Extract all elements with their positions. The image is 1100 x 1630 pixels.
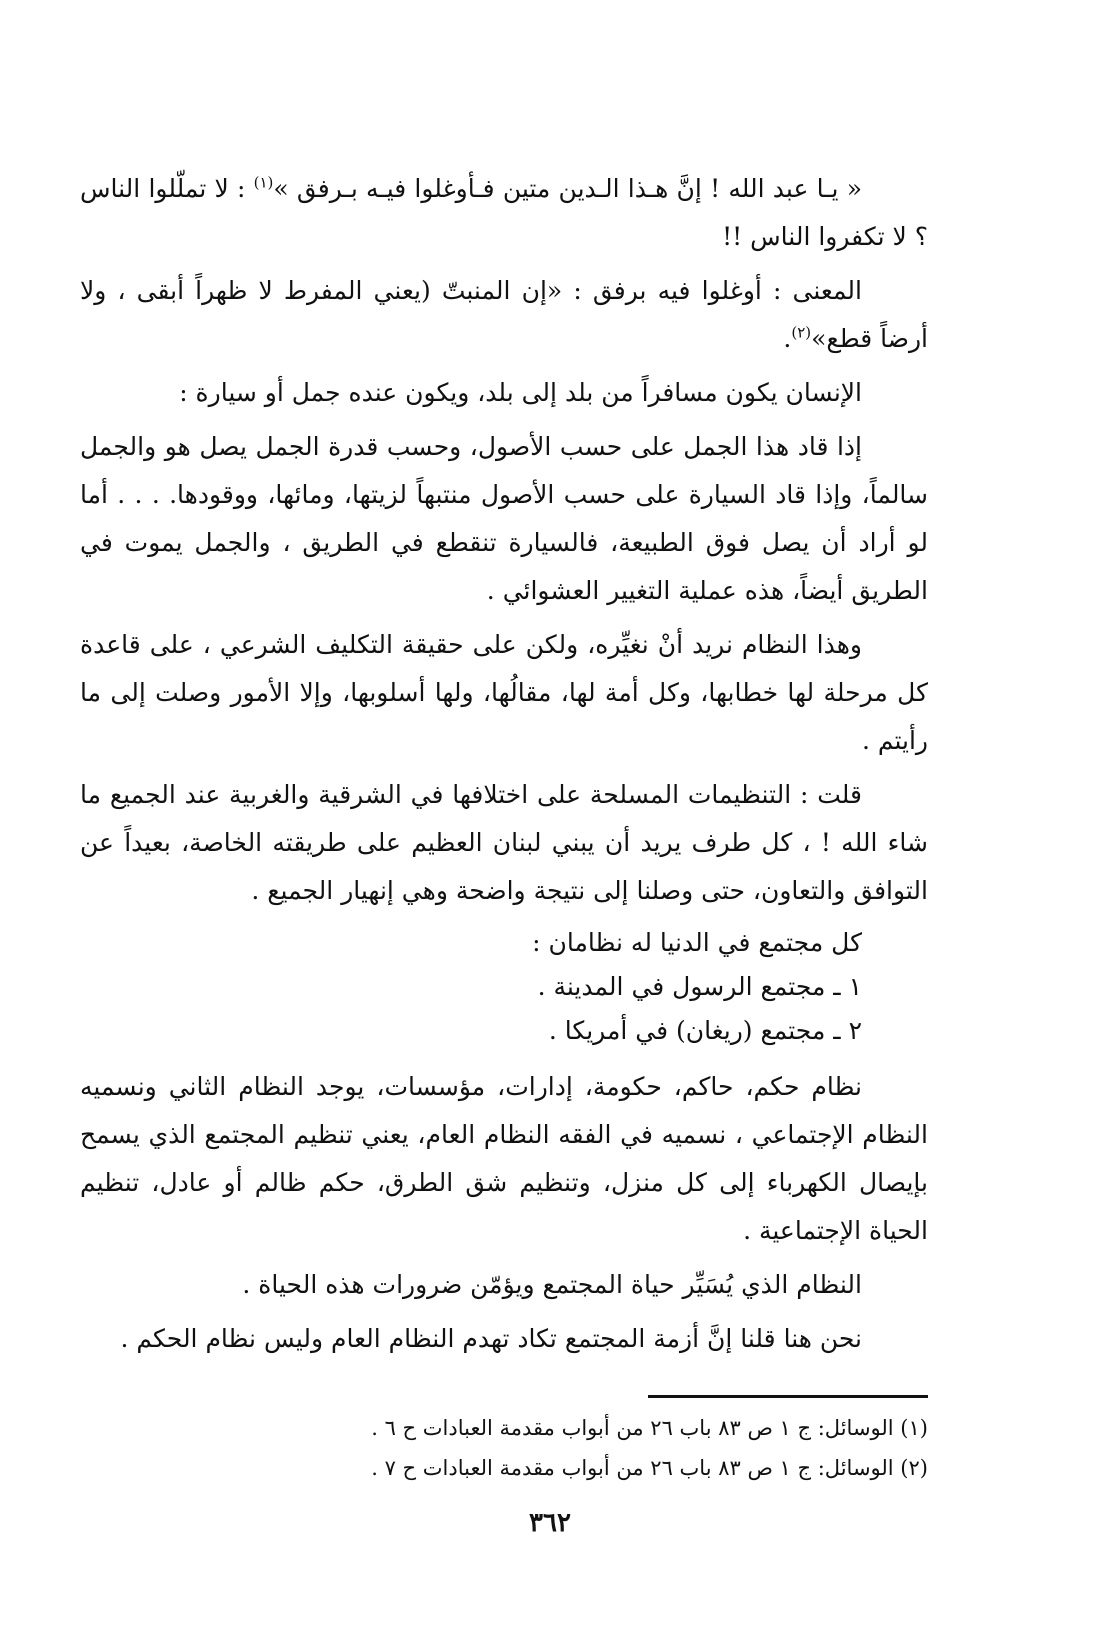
paragraph-7: نظام حكم، حاكم، حكومة، إدارات، مؤسسات، يوجد النظام الثاني ونسميه النظام الإجتماعي ، نسميه في الفقه النظام العام، يعني تنظيم المجتمع الذي يسمح بإيصال الكهرباء إلى كل منزل، وتنظيم شق الطرق، حكم ظالم أو عادل، تنظيم الحياة الإجتماعية . <box>80 1072 928 1245</box>
paragraph-2-continuation: . <box>783 324 792 353</box>
footnote-1: (١) الوسائل: ج ١ ص ٨٣ باب ٢٦ من أبواب مقدمة العبادات ح ٦ . <box>371 1416 928 1440</box>
paragraph-4: إذا قاد هذا الجمل على حسب الأصول، وحسب قدرة الجمل يصل هو والجمل سالماً، وإذا قاد السيارة على حسب الأصول منتبهاً لزيتها، ومائها، ووقودها. . . . أما لو أراد أن يصل فوق الطبيعة، فالسيارة تنقطع في الطريق ، والجمل يموت في الطريق أيضاً، هذه عملية التغيير العشوائي . <box>80 432 928 605</box>
list-item: ٢ ـ مجتمع (ريغان) في أمريكا . <box>548 1016 862 1045</box>
paragraph-1 <box>80 165 928 261</box>
paragraph-9: نحن هنا قلنا إنَّ أزمة المجتمع تكاد تهدم النظام العام وليس نظام الحكم . <box>120 1324 862 1353</box>
systems-list <box>80 921 928 1053</box>
page-number: ٣٦٢ <box>529 1508 571 1538</box>
paragraph-3: الإنسان يكون مسافراً من بلد إلى بلد، ويكون عنده جمل أو سيارة : <box>179 378 862 407</box>
paragraph-1-text: « يـا عبد الله ! إنَّ هـذا الـدين متين فـأوغلوا فيـه بـرفق » <box>273 174 862 203</box>
list-item: ١ ـ مجتمع الرسول في المدينة . <box>537 972 862 1001</box>
footnote-ref-2: (٢) <box>791 323 812 342</box>
paragraph-5: وهذا النظام نريد أنْ نغيِّره، ولكن على حقيقة التكليف الشرعي ، على قاعدة كل مرحلة لها خطابها، وكل أمة لها، مقالُها، ولها أسلوبها، وإلا الأمور وصلت إلى ما رأيتم . <box>80 630 928 755</box>
footnote-divider <box>648 1395 928 1398</box>
page-body <box>80 165 928 1369</box>
footnote-ref-1: (١) <box>253 173 274 192</box>
paragraph-2-text: المعنى : أوغلوا فيه برفق : «إن المنبتّ (يعني المفرط لا ظهراً أبقى ، ولا أرضاً قطع» <box>80 276 928 353</box>
footnotes <box>168 1408 928 1488</box>
list-intro: كل مجتمع في الدنيا له نظامان : <box>532 928 862 957</box>
paragraph-6: قلت : التنظيمات المسلحة على اختلافها في الشرقية والغربية عند الجميع ما شاء الله ! ، كل طرف يريد أن يبني لبنان العظيم على طريقته الخاصة، بعيداً عن التوافق والتعاون، حتى وصلنا إلى نتيجة واضحة وهي إنهيار الجميع . <box>80 780 928 905</box>
footnote-2: (٢) الوسائل: ج ١ ص ٨٣ باب ٢٦ من أبواب مقدمة العبادات ح ٧ . <box>371 1456 928 1480</box>
paragraph-2 <box>80 267 928 363</box>
paragraph-1-continuation: : لا تملّلوا الناس ؟ لا تكفروا الناس !! <box>80 174 928 251</box>
paragraph-8: النظام الذي يُسَيِّر حياة المجتمع ويؤمّن ضرورات هذه الحياة . <box>242 1270 862 1299</box>
